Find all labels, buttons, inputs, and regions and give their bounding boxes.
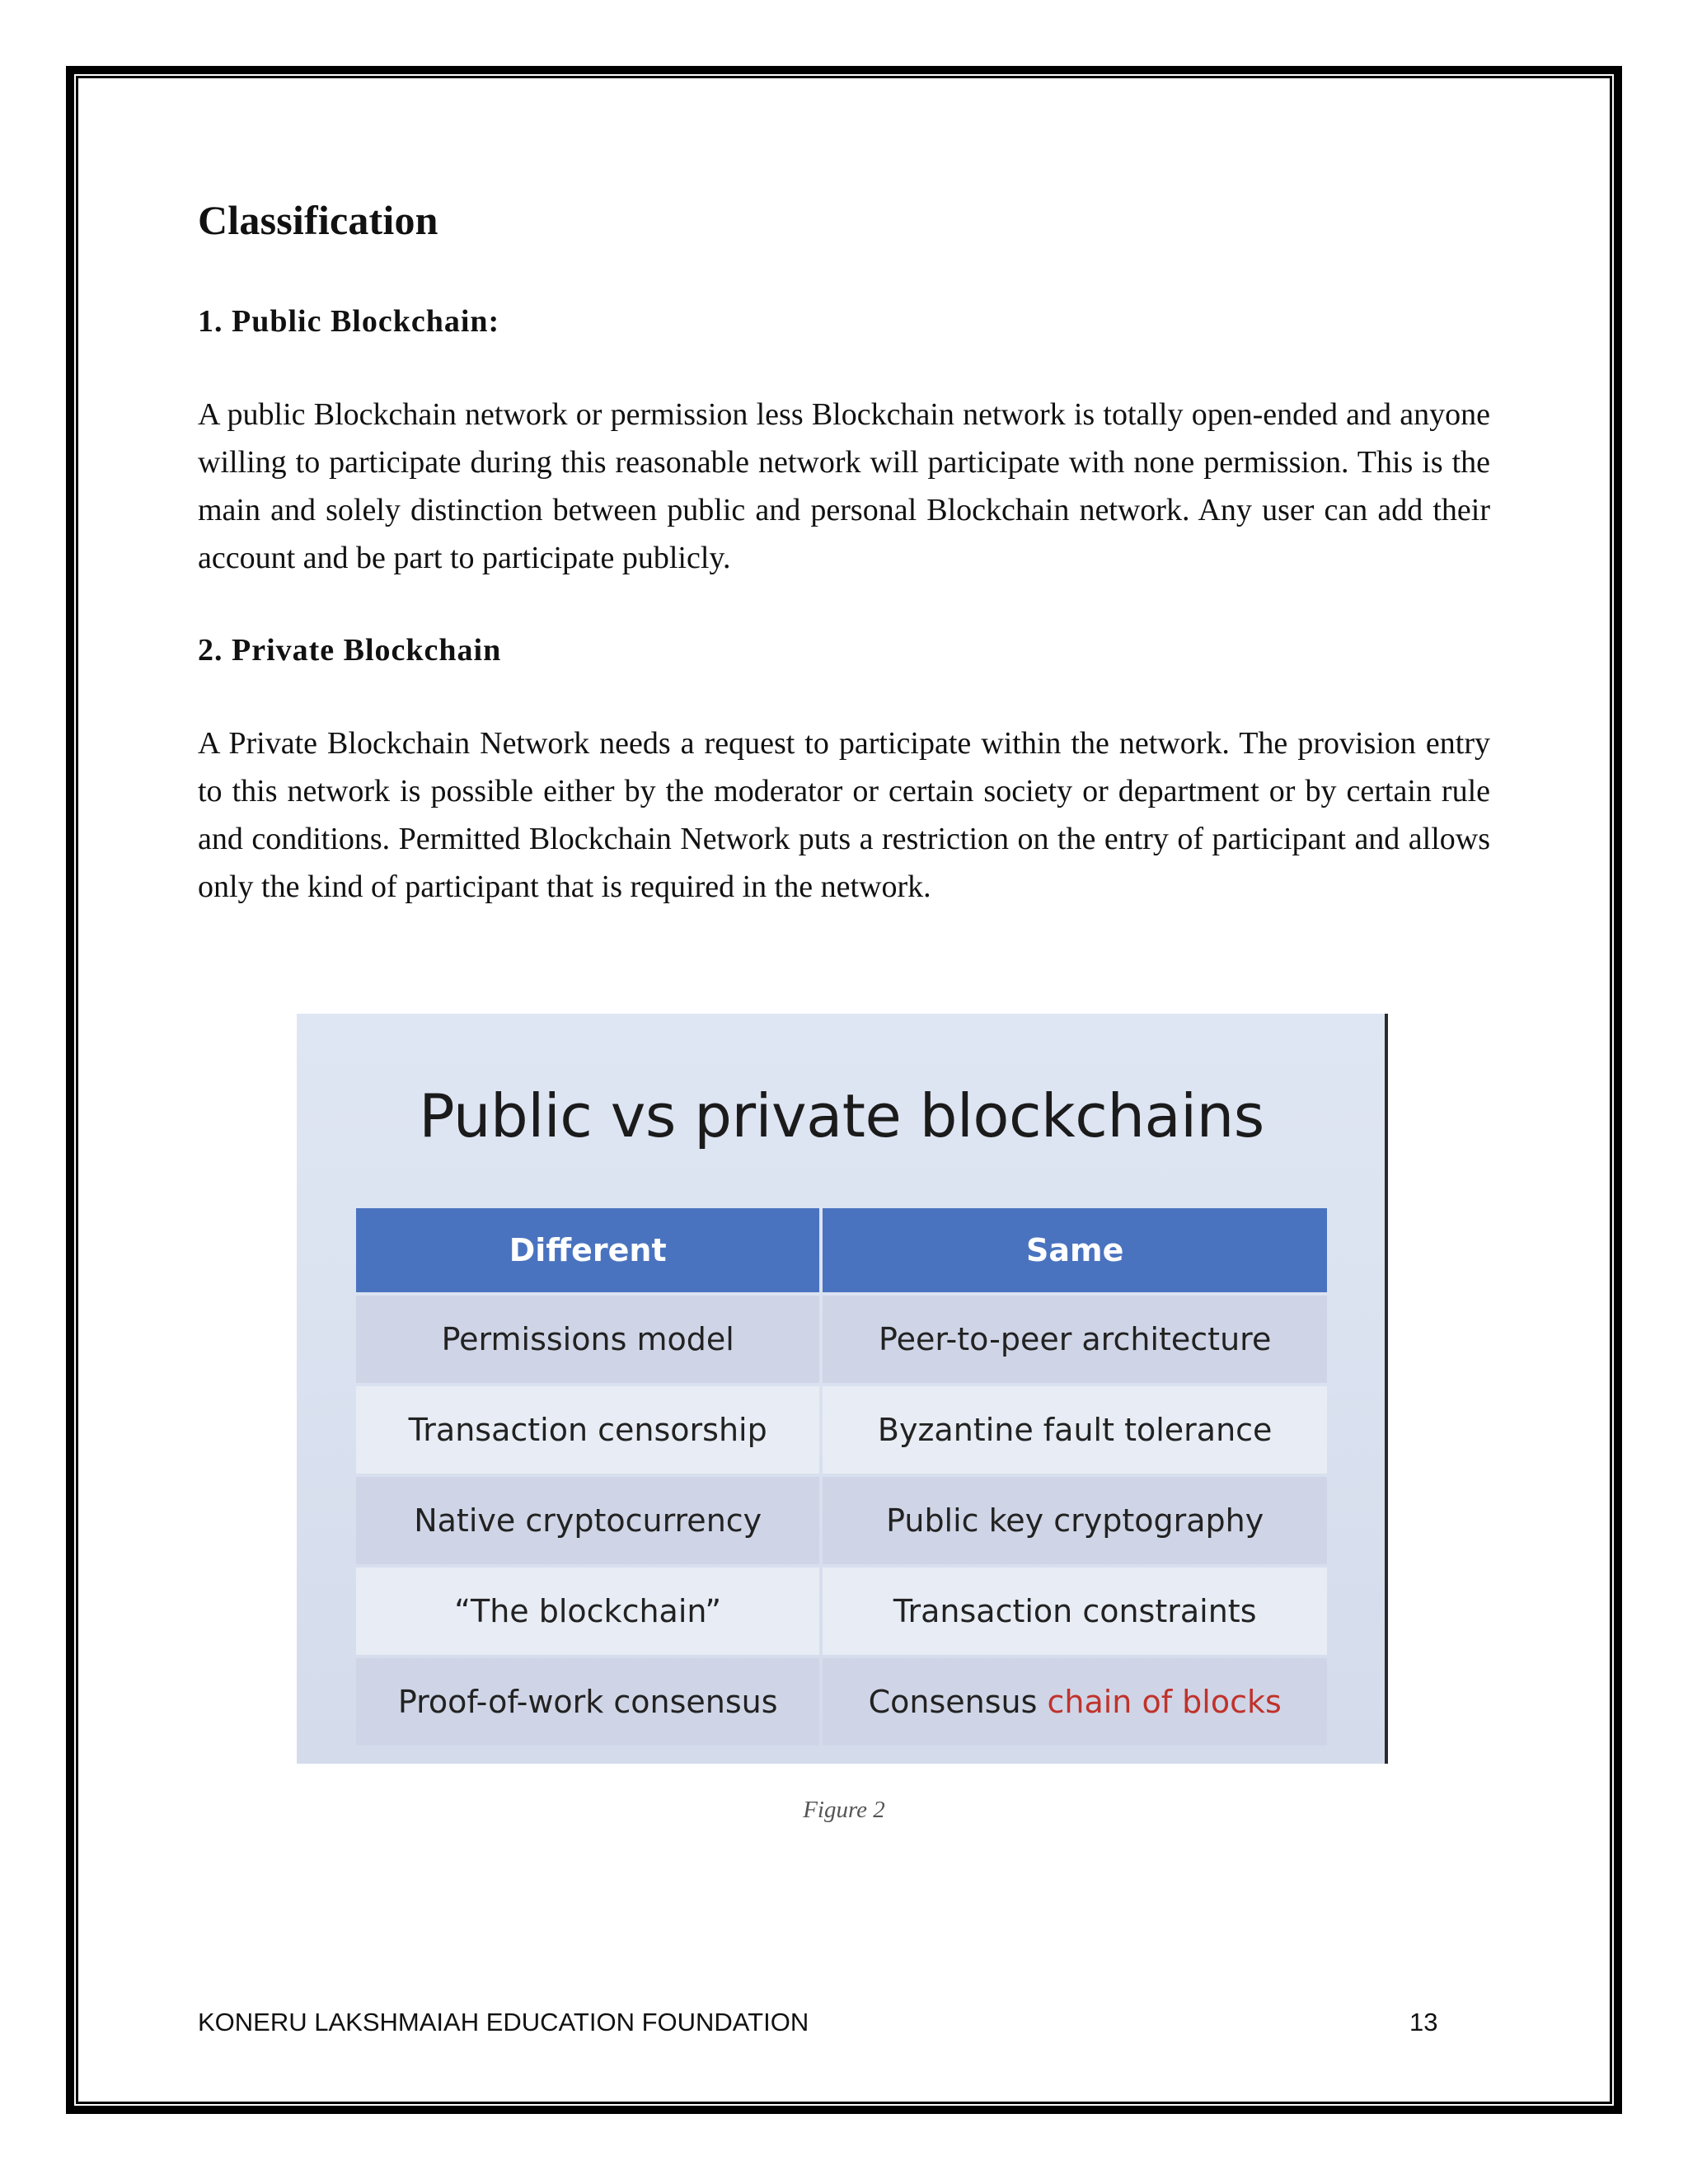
section-body-private: A Private Blockchain Network needs a request to participate within the network. The provision entry to this network is possible either by the moderator or certain society or department or by certain rule and conditions. Permitted Blockchain Network puts a restriction on the entry of participant and allows only the kind of participant that is required in the network. bbox=[198, 726, 1490, 904]
figure-image bbox=[297, 1014, 1386, 1764]
table-cell: Peer-to-peer architecture bbox=[823, 1296, 1327, 1383]
chain-word: chain bbox=[1047, 1684, 1132, 1720]
table-row bbox=[356, 1296, 1327, 1383]
page-heading: Classification bbox=[198, 197, 438, 243]
section-title-public: 1. Public Blockchain: bbox=[198, 304, 500, 339]
table-row bbox=[356, 1386, 1327, 1474]
table-cell: “The blockchain” bbox=[356, 1568, 819, 1655]
of-word: of bbox=[1132, 1684, 1183, 1720]
table-cell-consensus bbox=[823, 1658, 1327, 1746]
blocks-word: blocks bbox=[1182, 1684, 1282, 1720]
table-row bbox=[356, 1568, 1327, 1655]
table-cell: Transaction constraints bbox=[823, 1568, 1327, 1655]
figure-title: Public vs private blockchains bbox=[419, 1081, 1264, 1151]
section-body-public: A public Blockchain network or permission less Blockchain network is totally open-ended and anyone willing to participate during this reasonable network will participate with none permission. This is the main and solely distinction between public and personal Blockchain network. Any user can add their account and be part to participate publicly. bbox=[198, 397, 1490, 575]
figure-edge-line bbox=[1385, 1014, 1388, 1764]
consensus-word: Consensus bbox=[868, 1684, 1048, 1720]
table-cell: Proof-of-work consensus bbox=[356, 1658, 819, 1746]
figure-caption: Figure 2 bbox=[803, 1797, 885, 1823]
table-cell: Public key cryptography bbox=[823, 1477, 1327, 1564]
table-header-different: Different bbox=[356, 1208, 819, 1292]
footer-organization: KONERU LAKSHMAIAH EDUCATION FOUNDATION bbox=[198, 2008, 809, 2036]
section-title-private: 2. Private Blockchain bbox=[198, 633, 502, 668]
table-cell: Permissions model bbox=[356, 1296, 819, 1383]
table-cell: Transaction censorship bbox=[356, 1386, 819, 1474]
table-row bbox=[356, 1477, 1327, 1564]
footer-page-number: 13 bbox=[1409, 2008, 1438, 2036]
table-cell: Byzantine fault tolerance bbox=[823, 1386, 1327, 1474]
table-row bbox=[356, 1658, 1327, 1746]
table-header-same: Same bbox=[823, 1208, 1327, 1292]
table-cell: Native cryptocurrency bbox=[356, 1477, 819, 1564]
comparison-table bbox=[353, 1205, 1330, 1749]
